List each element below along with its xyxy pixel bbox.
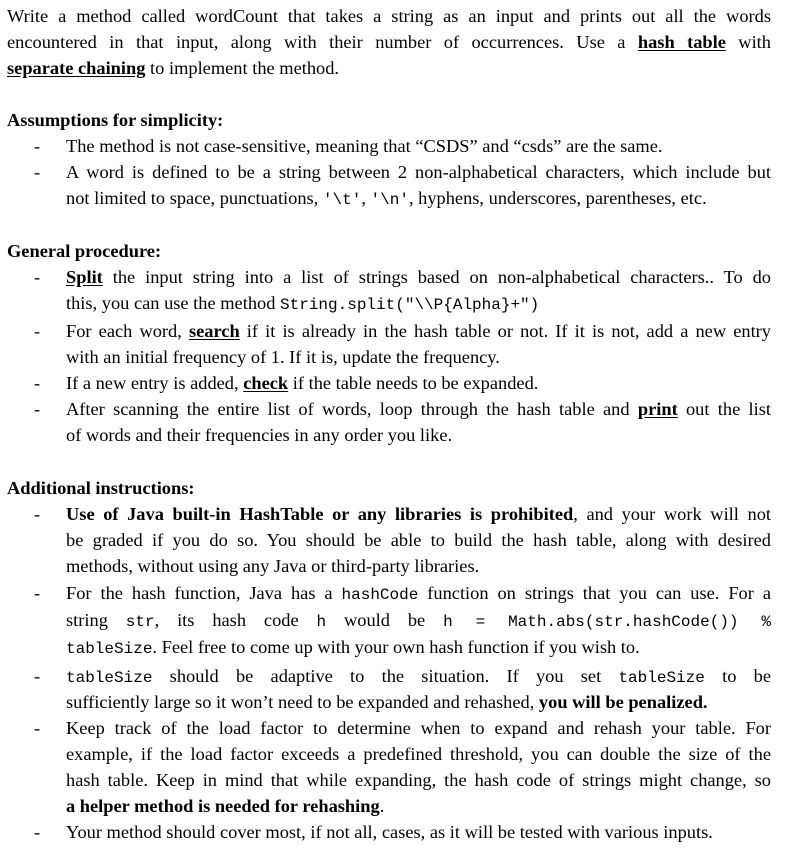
split-term: Split [66, 267, 103, 287]
assumption-text: A word is defined to be a string between 2 non-alphabetical characters, which include but [66, 162, 771, 182]
additional-item-3-line-2 [66, 691, 708, 713]
bullet-dash: - [34, 666, 41, 686]
procedure-text: this, you can use the method [66, 293, 281, 313]
additional-item-2-line-1 [66, 582, 771, 606]
additional-heading: Additional instructions: [7, 478, 195, 498]
additional-item-4-line-3 [66, 769, 771, 791]
additional-text: Keep track of the load factor to determine when to expand and rehash your table. For [66, 718, 771, 738]
additional-item-1-line-2 [66, 529, 771, 551]
additional-item-4-line-2 [66, 743, 771, 765]
assumption-text: , hyphens, underscores, parentheses, etc. [408, 188, 707, 208]
prohibition-text: Use of Java built-in HashTable or any libraries is prohibited [66, 504, 574, 524]
procedure-text: After scanning the entire list of words, loop through the hash table and [66, 399, 638, 419]
bullet-dash: - [34, 718, 41, 738]
additional-text: , its hash code [154, 610, 317, 630]
procedure-text: if it is already in the hash table or not. If it is not, add a new entry [239, 321, 771, 341]
additional-item-3-line-1 [66, 665, 771, 689]
procedure-text: with an initial frequency of 1. If it is, update the frequency. [66, 347, 500, 367]
intro-text: Write a method called wordCount that takes a string as an input and prints out all the words [7, 6, 771, 26]
hash-formula-code: h = Math.abs(str.hashCode()) % [443, 613, 771, 631]
bullet-dash: - [34, 399, 41, 419]
additional-item-4-line-4 [66, 795, 384, 817]
bullet-dash: - [34, 162, 41, 182]
print-term: print [637, 399, 678, 419]
procedure-text: of words and their frequencies in any order you like. [66, 425, 453, 445]
helper-method-text: a helper method is needed for rehashing [66, 796, 380, 816]
additional-text: string [66, 610, 126, 630]
assumption-text: , [361, 188, 371, 208]
additional-item-4-line-1 [66, 717, 771, 739]
split-code: String.split("\\P{Alpha}+") [280, 296, 540, 314]
procedure-item-4-line-2 [66, 424, 452, 446]
bullet-dash: - [34, 822, 41, 842]
procedure-item-1-line-2 [66, 292, 539, 316]
assumptions-heading: Assumptions for simplicity: [7, 110, 224, 130]
assumption-item-2-line-1 [66, 161, 771, 183]
intro-text: with [725, 32, 771, 52]
additional-text: . Feel free to come up with your own hash function if you wish to. [152, 637, 640, 657]
intro-line-2 [7, 31, 771, 53]
bullet-dash: - [34, 504, 41, 524]
additional-text: example, if the load factor exceeds a predefined threshold, you can double the size of the [66, 744, 771, 764]
search-term: search [188, 321, 240, 341]
procedure-heading: General procedure: [7, 241, 162, 261]
assumption-text: not limited to space, punctuations, [66, 188, 323, 208]
hashcode-code: hashCode [341, 586, 419, 604]
tablesize-code: tableSize [66, 640, 153, 658]
additional-text: function on strings that you can use. For a [418, 583, 771, 603]
additional-text: , and your work will not [573, 504, 771, 524]
additional-text: sufficiently large so it won’t need to be expanded and rehashed, [66, 692, 539, 712]
tablesize-code: tableSize [618, 669, 705, 687]
procedure-text: out the list [677, 399, 771, 419]
procedure-text: if the table needs to be expanded. [288, 373, 539, 393]
additional-text: should be adaptive to the situation. If you set [152, 666, 619, 686]
intro-line-3 [7, 57, 339, 79]
additional-item-1-line-3 [66, 555, 479, 577]
procedure-item-4-line-1 [66, 398, 771, 420]
additional-text: would be [326, 610, 444, 630]
additional-text: methods, without using any Java or third-party libraries. [66, 556, 480, 576]
additional-item-5 [66, 821, 713, 843]
bullet-dash: - [34, 321, 41, 341]
hash-table-term: hash table [637, 32, 726, 52]
tab-char-code: '\t' [322, 191, 362, 209]
additional-text: Your method should cover most, if not all, cases, as it will be tested with various inputs. [66, 822, 713, 842]
additional-text: be graded if you do so. You should be able to build the hash table, along with desired [66, 530, 771, 550]
procedure-item-1-line-1 [66, 266, 771, 288]
separate-chaining-term: separate chaining [7, 58, 146, 78]
additional-text: hash table. Keep in mind that while expanding, the hash code of strings might change, so [66, 770, 771, 790]
additional-text: For the hash function, Java has a [66, 583, 342, 603]
additional-item-2-line-2 [66, 609, 771, 633]
additional-text: . [379, 796, 385, 816]
procedure-text: If a new entry is added, [66, 373, 244, 393]
assumption-item-1 [66, 135, 663, 157]
bullet-dash: - [34, 583, 41, 603]
check-term: check [243, 373, 289, 393]
bullet-dash: - [34, 267, 41, 287]
str-code: str [125, 613, 155, 631]
bullet-dash: - [34, 136, 41, 156]
intro-line-1 [7, 5, 771, 27]
additional-text: to be [704, 666, 772, 686]
newline-char-code: '\n' [370, 191, 409, 209]
additional-item-2-line-3 [66, 636, 640, 660]
additional-item-1-line-1 [66, 503, 771, 525]
tablesize-code: tableSize [66, 669, 153, 687]
procedure-item-2-line-2 [66, 346, 500, 368]
assumption-text: The method is not case-sensitive, meaning that “CSDS” and “csds” are the same. [66, 136, 663, 156]
assumption-item-2-line-2 [66, 187, 707, 211]
intro-text: to implement the method. [145, 58, 340, 78]
penalty-text: you will be penalized. [538, 692, 708, 712]
procedure-text: the input string into a list of strings based on non-alphabetical characters.. To do [102, 267, 771, 287]
intro-text: encountered in that input, along with their number of occurrences. Use a [7, 32, 638, 52]
h-code: h [316, 613, 327, 631]
procedure-item-3 [66, 372, 538, 394]
bullet-dash: - [34, 373, 41, 393]
procedure-text: For each word, [66, 321, 189, 341]
procedure-item-2-line-1 [66, 320, 771, 342]
